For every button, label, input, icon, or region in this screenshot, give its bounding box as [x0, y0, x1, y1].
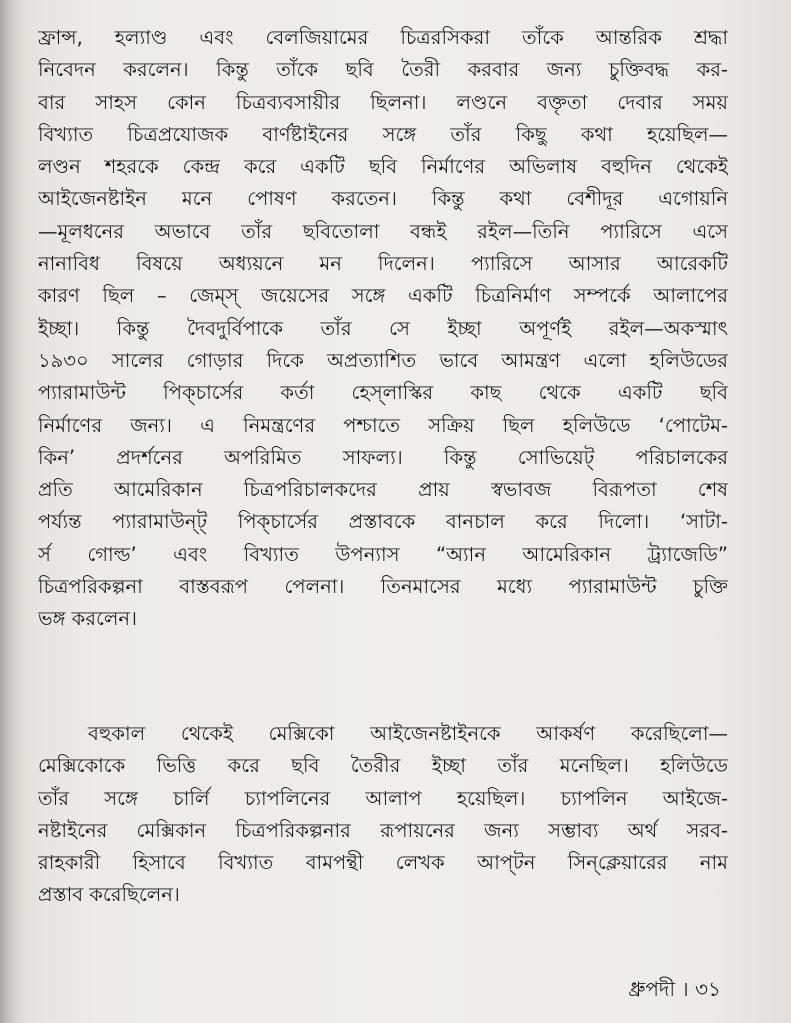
text-line: চিত্রপরিকল্পনা বাস্তবরূপ পেলনা। তিনমাসের মধ্যে প্যারামাউন্ট চুক্তি: [38, 575, 728, 599]
text-line: নির্মাণের জন্য। এ নিমন্ত্রণের পশ্চাতে সক্রিয় ছিল হলিউডে ‘পোটেম-: [38, 413, 728, 437]
text-line: —মূলধনের অভাবে তাঁর ছবিতোলা বন্ধই রইল—তিনি প্যারিসে এসে: [38, 219, 728, 243]
text-line: মেক্সিকোকে ভিত্তি করে ছবি তৈরীর ইচ্ছা তাঁর মনেছিল। হলিউডে: [38, 754, 728, 778]
text-line: বিখ্যাত চিত্রপ্রযোজক বার্ণষ্টাইনের সঙ্গে তাঁর কিছু কথা হয়েছিল—: [38, 122, 728, 146]
text-line: প্যারামাউন্ট পিক্‌চার্সের কর্তা হেস্‌লাস্কির কাছ থেকে একটি ছবি: [38, 381, 728, 405]
text-line: প্রতি আমেরিকান চিত্রপরিচালকদের প্রায় স্বভাবজ বিরূপতা শেষ: [38, 478, 728, 502]
text-line: র্স গোল্ড’ এবং বিখ্যাত উপন্যাস “অ্যান আমেরিকান ট্র্যাজেডি”: [38, 542, 728, 566]
paragraph-2: [38, 718, 728, 912]
text-line: ইচ্ছা। কিন্তু দৈবদুর্বিপাকে তাঁর সে ইচ্ছা অপূর্ণই রইল—অকস্মাৎ: [38, 316, 728, 340]
page-footer: [628, 975, 721, 1008]
text-line: ফ্রান্স, হল্যাণ্ড এবং বেলজিয়ামের চিত্ররসিকরা তাঁকে আন্তরিক শ্রদ্ধা: [38, 26, 728, 49]
text-line: তাঁর সঙ্গে চার্লি চ্যাপলিনের আলাপ হয়েছিল। চ্যাপলিন আইজে-: [38, 786, 728, 810]
text-line: বহুকাল থেকেই মেক্সিকো আইজেনষ্টাইনকে আকর্ষণ করেছিলো—: [88, 722, 728, 745]
text-line: নষ্টাইনের মেক্সিকান চিত্রপরিকল্পনার রূপায়নের জন্য সম্ভাব্য অর্থ সরব-: [38, 818, 728, 842]
text-line: পর্য্যন্ত প্যারামাউন্ট্ পিক্‌চার্সের প্রস্তাবকে বানচাল করে দিলো। ‘সাটা-: [38, 510, 728, 534]
page-number: ৩১: [695, 977, 721, 1001]
page-spine-shadow: [0, 0, 18, 1023]
text-line: ১৯৩০ সালের গোড়ার দিকে অপ্রত্যাশিত ভাবে আমন্ত্রণ এলো হলিউডের: [38, 348, 728, 372]
text-line: আইজেনষ্টাইন মনে পোষণ করতেন। কিন্তু কথা বেশীদূর এগোয়নি: [38, 187, 728, 211]
journal-name: ধ্রুপদী: [628, 977, 676, 1001]
text-line: ভঙ্গ করলেন।: [38, 607, 138, 631]
paragraph-1: [38, 22, 728, 636]
footer-separator: ।: [681, 977, 689, 1001]
text-line: নানাবিধ বিষয়ে অধ্যয়নে মন দিলেন। প্যারিসে আসার আরেকটি: [38, 252, 728, 276]
text-line: কিন’ প্রদর্শনের অপরিমিত সাফল্য। কিন্তু সোভিয়েট্ পরিচালকের: [38, 445, 728, 469]
text-line: বার সাহস কোন চিত্রব্যবসায়ীর ছিলনা। লণ্ডনে বক্তৃতা দেবার সময়: [38, 90, 728, 114]
text-line: লণ্ডন শহরকে কেন্দ্র করে একটি ছবি নির্মাণের অভিলাষ বহুদিন থেকেই: [38, 155, 728, 179]
text-line: নিবেদন করলেন। কিন্তু তাঁকে ছবি তৈরী করবার জন্য চুক্তিবদ্ধ কর-: [38, 58, 728, 82]
text-line: প্রস্তাব করেছিলেন।: [38, 883, 180, 907]
text-line: রাহকারী হিসাবে বিখ্যাত বামপন্থী লেখক আপ্‌টন সিন্‌ক্লেয়ারের নাম: [38, 851, 728, 875]
text-line: কারণ ছিল – জেম্স্ জয়েসের সঙ্গে একটি চিত্রনির্মাণ সম্পর্কে আলাপের: [38, 284, 728, 308]
